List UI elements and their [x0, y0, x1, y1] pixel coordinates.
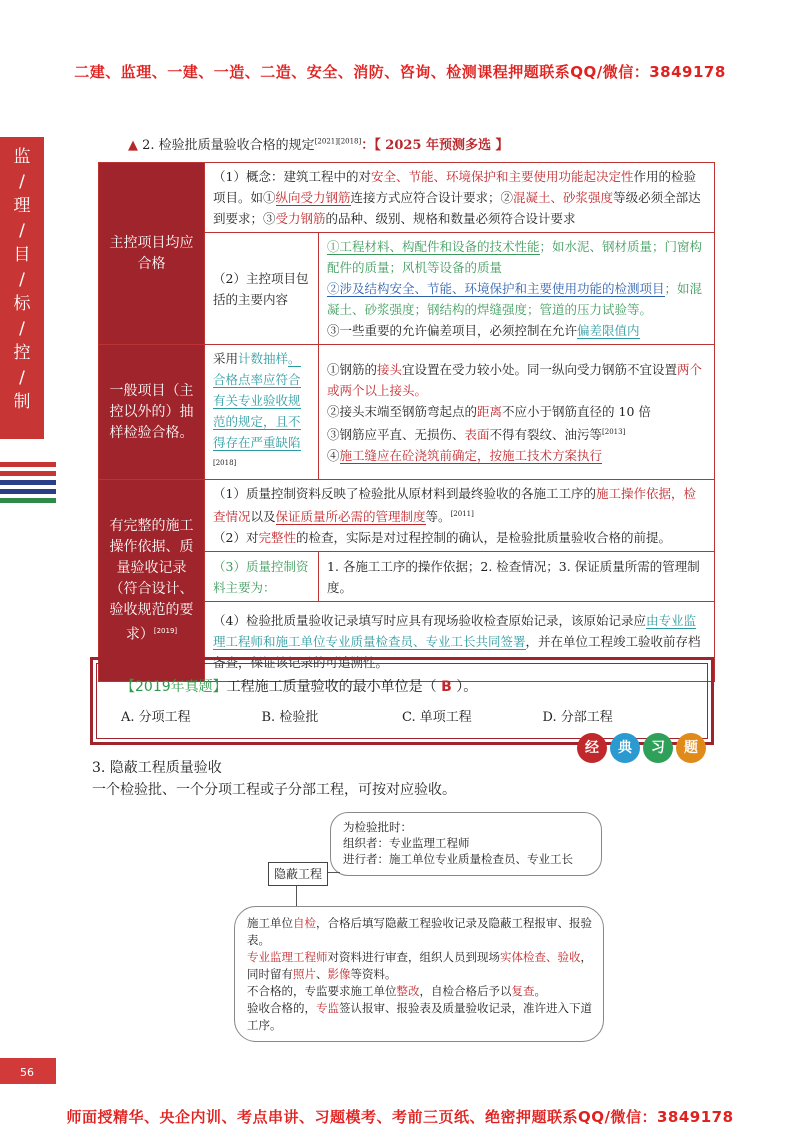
- page-number: 56: [0, 1058, 56, 1084]
- exam-options: [121, 706, 683, 725]
- procedure-note: 施工单位自检，合格后填写隐蔽工程验收记录及隐蔽工程报审、报验表。 专业监理工程师对资料进行审查，组织人员到现场实体检查、验收，同时留有照片、影像等资料。 不合格的，专监要求施工单位整改，自检合格后予以复查。 验收合格的，专监签认报审、报验表及质量验收记录，准许进入下道工序。: [234, 906, 604, 1042]
- decor-stripes: [0, 462, 56, 507]
- organizer-note: 为检验批时： 组织者：专业监理工程师 进行者：施工单位专业质量检查员、专业工长: [330, 812, 602, 876]
- connector-line: [328, 872, 340, 873]
- forecast-tag: ：【 2025 年预测多选 】: [361, 138, 509, 153]
- records-cell-1: （1）质量控制资料反映了检验批从原材料到最终验收的各施工工序的施工操作依据，检查情况以及保证质量所必需的管理制度等。[2011] （2）对完整性的检查，实际是对过程控制的确认，是检验批质量验收合格的前提。: [205, 480, 715, 552]
- side-tab: [0, 137, 44, 439]
- triangle-icon: ▲: [128, 138, 138, 153]
- exam-question-box: [90, 657, 714, 745]
- exam-option: D. 分部工程: [542, 710, 613, 725]
- badge: 经: [577, 733, 607, 763]
- side-tab-char: /: [19, 318, 25, 339]
- sampling-cell: 采用计数抽样。合格点率应符合有关专业验收规范的规定，且不得存在严重缺陷[2018]: [205, 345, 319, 480]
- side-tab-char: 制: [13, 392, 31, 412]
- section-title-text: 2. 检验批质量验收合格的规定: [142, 138, 315, 153]
- subsection-title: 3. 隐蔽工程质量验收: [92, 760, 222, 776]
- concept-cell: （1）概念：建筑工程中的对安全、节能、环境保护和主要使用功能起决定性作用的检验项目。如①纵向受力钢筋连接方式应符合设计要求；②混凝土、砂浆强度等级必须全部达到要求；③受力钢筋的品种、级别、规格和数量必须符合设计要求: [205, 163, 715, 233]
- side-tab-char: 目: [13, 245, 31, 265]
- side-tab-char: 标: [13, 294, 31, 314]
- header-general-items: 一般项目（主控以外的）抽样检验合格。: [99, 345, 205, 480]
- header-complete-records: 有完整的施工操作依据、质量验收记录（符合设计、验收规范的要求）[2019]: [99, 480, 205, 682]
- top-banner: 二建、监理、一建、一造、二造、安全、消防、咨询、检测课程押题联系QQ/微信：3849178: [74, 63, 726, 81]
- hidden-works-box: 隐蔽工程: [268, 862, 328, 886]
- main-content-items: ①工程材料、构配件和设备的技术性能；如水泥、钢材质量；门窗构配件的质量；风机等设备的质量 ②涉及结构安全、节能、环境保护和主要使用功能的检测项目；如混凝土、砂浆强度；钢结构的焊缝强度；管道的压力试验等。 ③一些重要的允许偏差项目，必须控制在允许偏差限值内: [319, 233, 715, 345]
- classic-exercise-badges: [577, 733, 706, 763]
- badge: 题: [676, 733, 706, 763]
- side-tab-char: /: [19, 269, 25, 290]
- acceptance-table: [98, 162, 715, 682]
- main-content-label: （2）主控项目包括的主要内容: [205, 233, 319, 345]
- header-main-control: 主控项目均应合格: [99, 163, 205, 345]
- side-tab-char: /: [19, 367, 25, 388]
- exam-option: B. 检验批: [261, 710, 319, 725]
- rebar-items: ①钢筋的接头宜设置在受力较小处。同一纵向受力钢筋不宜设置两个或两个以上接头。 ②接头末端至钢筋弯起点的距离不应小于钢筋直径的 10 倍 ③钢筋应平直、无损伤、表面不得有裂纹、油污等[2013] ④施工缝应在砼浇筑前确定，按施工技术方案执行: [319, 345, 715, 480]
- hidden-works-diagram: [230, 808, 610, 1048]
- year-tag: [2021][2018]: [314, 137, 362, 146]
- exam-answer: B: [441, 679, 452, 695]
- side-tab-char: 控: [13, 343, 31, 363]
- exam-question: 【2019年真题】工程施工质量验收的最小单位是（ B ）。: [121, 679, 478, 695]
- records-label-3: （3）质量控制资料主要为：: [205, 552, 319, 602]
- connector-line: [296, 885, 297, 907]
- subsection-para: 一个检验批、一个分项工程或子分部工程，可按对应验收。: [92, 782, 456, 798]
- side-tab-char: /: [19, 220, 25, 241]
- exam-option: C. 单项工程: [402, 710, 472, 725]
- badge: 典: [610, 733, 640, 763]
- side-tab-char: 理: [13, 196, 31, 216]
- section-title: [128, 134, 509, 153]
- records-cell-3: 1. 各施工工序的操作依据；2. 检查情况；3. 保证质量所需的管理制度。: [319, 552, 715, 602]
- side-tab-char: 监: [13, 147, 31, 167]
- side-tab-char: /: [19, 171, 25, 192]
- records-cell-4: （4）检验批质量验收记录填写时应具有现场验收检查原始记录，该原始记录应由专业监理工程师和施工单位专业质量检查员、专业工长共同签署，并在单位工程竣工验收前存档备查，保证该记录的可追溯性。: [205, 602, 715, 682]
- exam-option: A. 分项工程: [121, 710, 191, 725]
- bottom-banner: 师面授精华、央企内训、考点串讲、习题模考、考前三页纸、绝密押题联系QQ/微信：3849178: [66, 1108, 734, 1126]
- badge: 习: [643, 733, 673, 763]
